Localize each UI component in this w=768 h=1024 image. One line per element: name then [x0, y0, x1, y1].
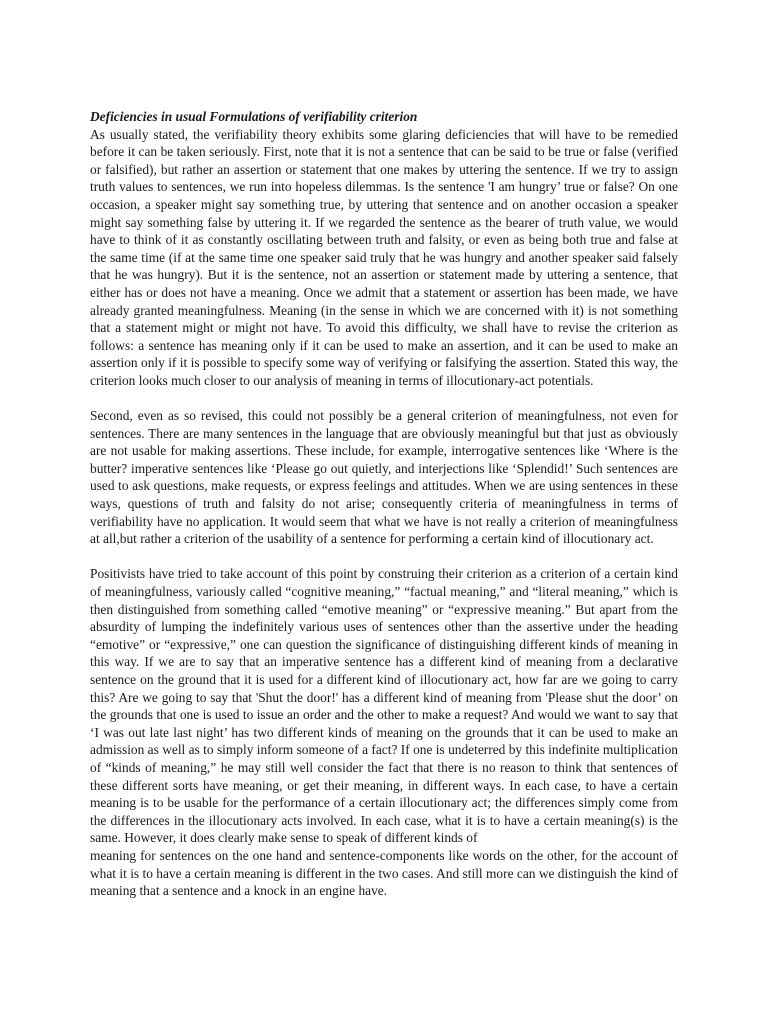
document-page	[90, 108, 678, 917]
paragraph-1: As usually stated, the verifiability theory exhibits some glaring deficiencies that will have to be remedied before it can be taken seriously. First, note that it is not a sentence that can be said to be true or false (verified or falsified), but rather an assertion or statement that one makes by uttering the sentence. If we try to assign truth values to sentences, we run into hopeless dilemmas. Is the sentence 'I am hungry’ true or false? On one occasion, a speaker might say something true, by uttering that sentence and on another occasion a speaker might say something false by uttering it. If we regarded the sentence as the bearer of truth value, we would have to think of it as constantly oscillating between truth and falsity, or even as being both true and false at the same time (if at the same time one speaker said truly that he was hungry and another speaker said falsely that he was hungry). But it is the sentence, not an assertion or statement made by uttering a sentence, that either has or does not have a meaning. Once we admit that a statement or assertion has been made, we have already granted meaningfulness. Meaning (in the sense in which we are concerned with it) is not something that a statement might or might not have. To avoid this difficulty, we shall have to revise the criterion as follows: a sentence has meaning only if it can be used to make an assertion, and it can be used to make an assertion only if it is possible to specify some way of verifying or falsifying the assertion. Stated this way, the criterion looks much closer to our analysis of meaning in terms of illocutionary-act potentials.	[90, 126, 678, 388]
paragraph-2: Second, even as so revised, this could not possibly be a general criterion of meaningfulness, not even for sentences. There are many sentences in the language that are obviously meaningful but that just as obviously are not usable for making assertions. These include, for example, interrogative sentences like ‘Where is the butter? imperative sentences like ‘Please go out quietly, and interjections like ‘Splendid!’ Such sentences are used to ask questions, make requests, or express feelings and attitudes. When we are using sentences in these ways, questions of truth and falsity do not arise; consequently criteria of meaningfulness in terms of verifiability have no application. It would seem that what we have is not really a criterion of meaningfulness at all,but rather a criterion of the usability of a sentence for performing a certain kind of illocutionary act.	[90, 408, 678, 547]
paragraph-3: Positivists have tried to take account of this point by construing their criterion as a criterion of a certain kind of meaningfulness, variously called “cognitive meaning,” “factual meaning,” and “literal meaning,” which is then distinguished from something called “emotive meaning” or “expressive meaning.” But apart from the absurdity of lumping the indefinitely various uses of sentences other than the assertive under the heading “emotive” or “expressive,” one can question the significance of distinguishing different kinds of meaning in this way. If we are to say that an imperative sentence has a different kind of meaning from a declarative sentence on the ground that it is used for a different kind of illocutionary act, how far are we going to carry this? Are we going to say that 'Shut the door!' has a different kind of meaning from 'Please shut the door’ on the grounds that one is used to issue an order and the other to make a request? And would we want to say that ‘I was out late last night’ has two different kinds of meaning on the grounds that it can be used to make an admission as well as to simply inform someone of a fact? If one is undeterred by this indefinite multiplication of “kinds of meaning,” he may still well consider the fact that there is no reason to think that sentences of these different sorts have meaning, or get their meaning, in different ways. In each case, to have a certain meaning is to be usable for the performance of a certain illocutionary act; the differences simply come from the differences in the illocutionary acts involved. In each case, what it is to have a certain meaning(s) is the same. However, it does clearly make sense to speak of different kinds of	[90, 566, 678, 846]
paragraph-4: meaning for sentences on the one hand and sentence-components like words on the other, for the account of what it is to have a certain meaning is different in the two cases. And still more can we distinguish the kind of meaning that a sentence and a knock in an engine have.	[90, 847, 678, 899]
section-heading: Deficiencies in usual Formulations of verifiability criterion	[90, 109, 418, 124]
